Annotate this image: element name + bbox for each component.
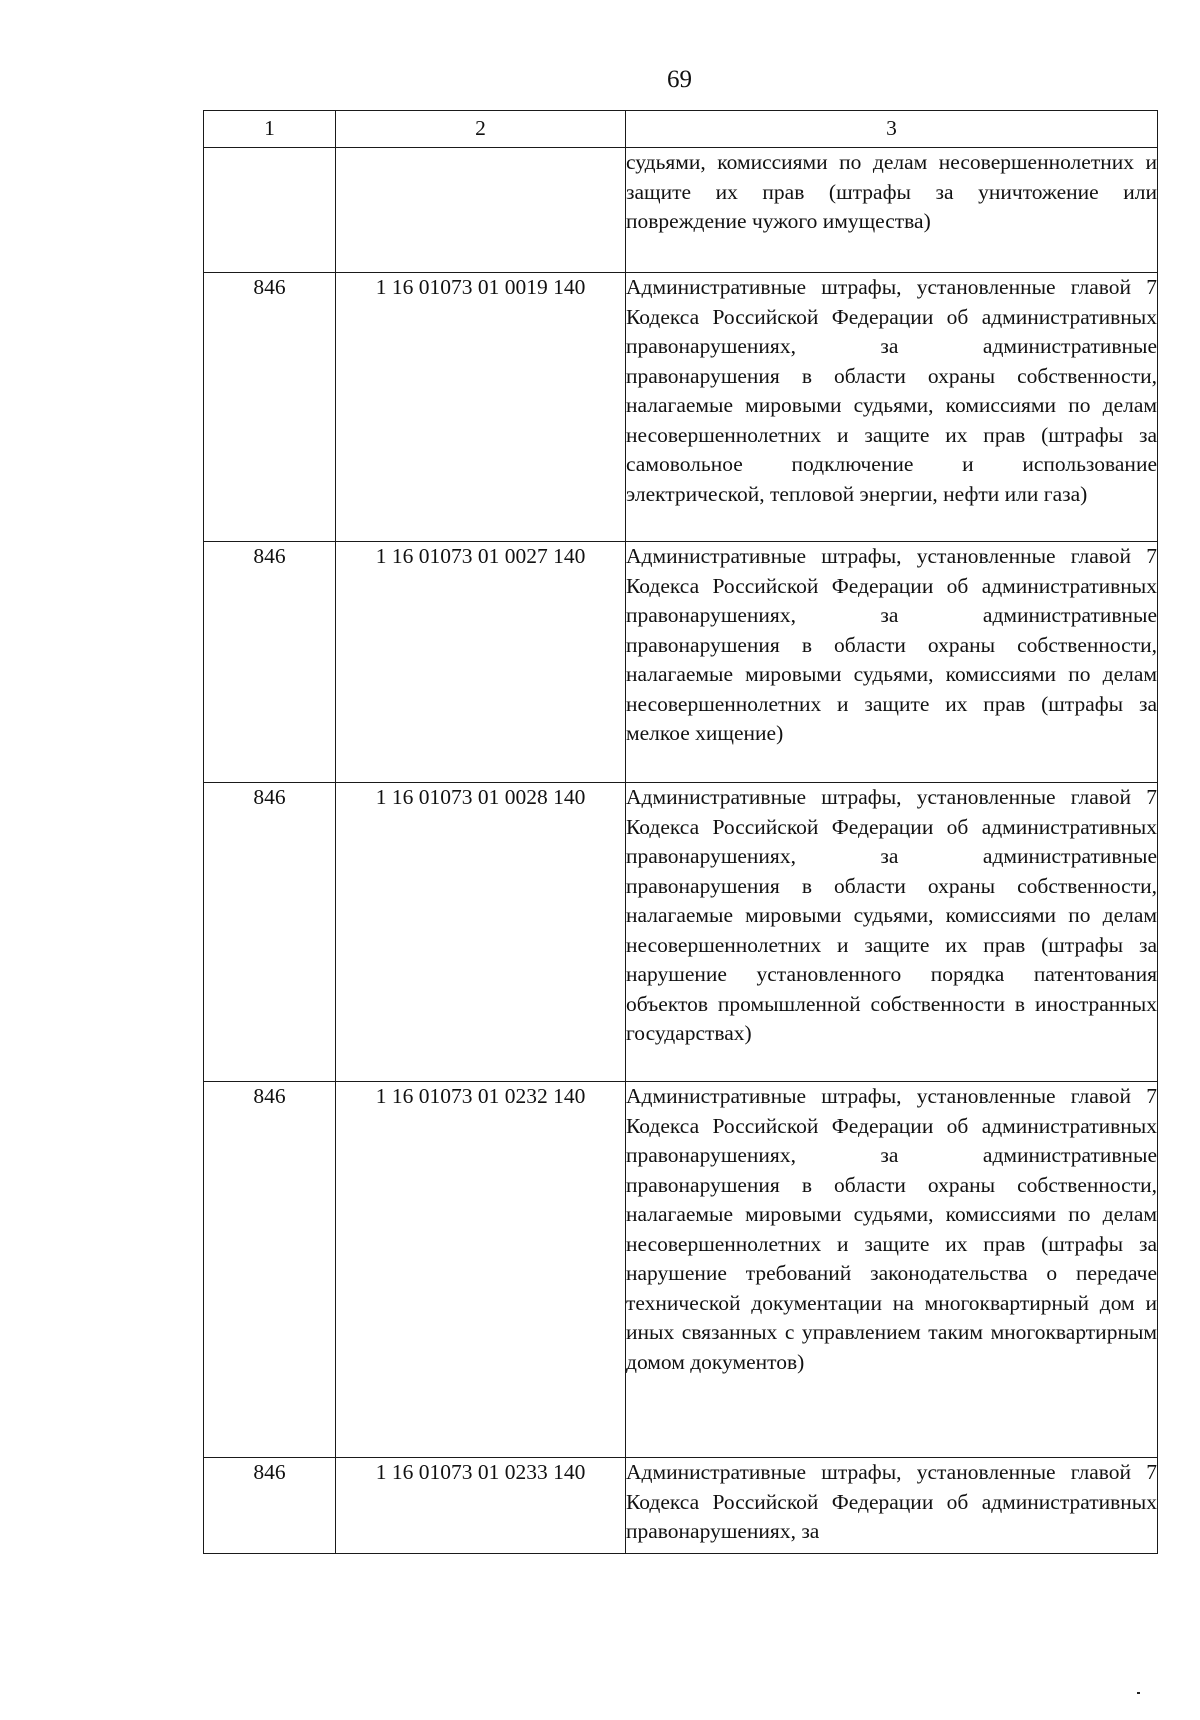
admin-code-cell: 846 <box>204 783 336 1082</box>
description-text: Административные штрафы, установленные главой 7 Кодекса Российской Федерации об административных правонарушениях, за административные правонарушения в области охраны собственности, налагаемые мировыми судьями, комиссиями по делам несовершеннолетних и защите их прав (штрафы за нарушение установленного порядка патентования объектов промышленной собственности в иностранных государствах) <box>626 785 1157 1045</box>
table-row <box>204 1082 1158 1458</box>
description-cell <box>626 542 1158 783</box>
header-col-2: 2 <box>336 111 626 148</box>
admin-code-cell: 846 <box>204 273 336 542</box>
table-row <box>204 148 1158 273</box>
description-cell <box>626 783 1158 1082</box>
budget-classification-code-cell: 1 16 01073 01 0233 140 <box>336 1458 626 1554</box>
budget-classification-code-cell: 1 16 01073 01 0028 140 <box>336 783 626 1082</box>
admin-code-cell: 846 <box>204 1458 336 1554</box>
page-number: 69 <box>667 66 692 93</box>
description-text: Административные штрафы, установленные главой 7 Кодекса Российской Федерации об административных правонарушениях, за административные правонарушения в области охраны собственности, налагаемые мировыми судьями, комиссиями по делам несовершеннолетних и защите их прав (штрафы за самовольное подключение и использование электрической, тепловой энергии, нефти или газа) <box>626 275 1157 506</box>
header-col-1: 1 <box>204 111 336 148</box>
scan-speck <box>1137 1692 1140 1694</box>
table-row <box>204 783 1158 1082</box>
budget-classification-code-cell: 1 16 01073 01 0019 140 <box>336 273 626 542</box>
description-text: Административные штрафы, установленные главой 7 Кодекса Российской Федерации об административных правонарушениях, за <box>626 1460 1157 1543</box>
table-row <box>204 1458 1158 1554</box>
description-text: Административные штрафы, установленные главой 7 Кодекса Российской Федерации об административных правонарушениях, за административные правонарушения в области охраны собственности, налагаемые мировыми судьями, комиссиями по делам несовершеннолетних и защите их прав (штрафы за мелкое хищение) <box>626 544 1157 745</box>
table-row <box>204 273 1158 542</box>
description-cell <box>626 273 1158 542</box>
description-cell <box>626 1458 1158 1554</box>
header-col-3: 3 <box>626 111 1158 148</box>
budget-classification-code-cell: 1 16 01073 01 0232 140 <box>336 1082 626 1458</box>
table-row <box>204 542 1158 783</box>
description-text: судьями, комиссиями по делам несовершеннолетних и защите их прав (штрафы за уничтожение или повреждение чужого имущества) <box>626 150 1157 233</box>
table-header-row <box>204 111 1158 148</box>
description-cell <box>626 1082 1158 1458</box>
admin-code-cell: 846 <box>204 1082 336 1458</box>
description-text: Административные штрафы, установленные главой 7 Кодекса Российской Федерации об административных правонарушениях, за административные правонарушения в области охраны собственности, налагаемые мировыми судьями, комиссиями по делам несовершеннолетних и защите их прав (штрафы за нарушение требований законодательства о передаче технической документации на многоквартирный дом и иных связанных с управлением таким многоквартирным домом документов) <box>626 1084 1157 1374</box>
admin-code-cell <box>204 148 336 273</box>
description-cell <box>626 148 1158 273</box>
budget-classification-code-cell <box>336 148 626 273</box>
budget-codes-table <box>203 110 1158 1554</box>
admin-code-cell: 846 <box>204 542 336 783</box>
budget-classification-code-cell: 1 16 01073 01 0027 140 <box>336 542 626 783</box>
